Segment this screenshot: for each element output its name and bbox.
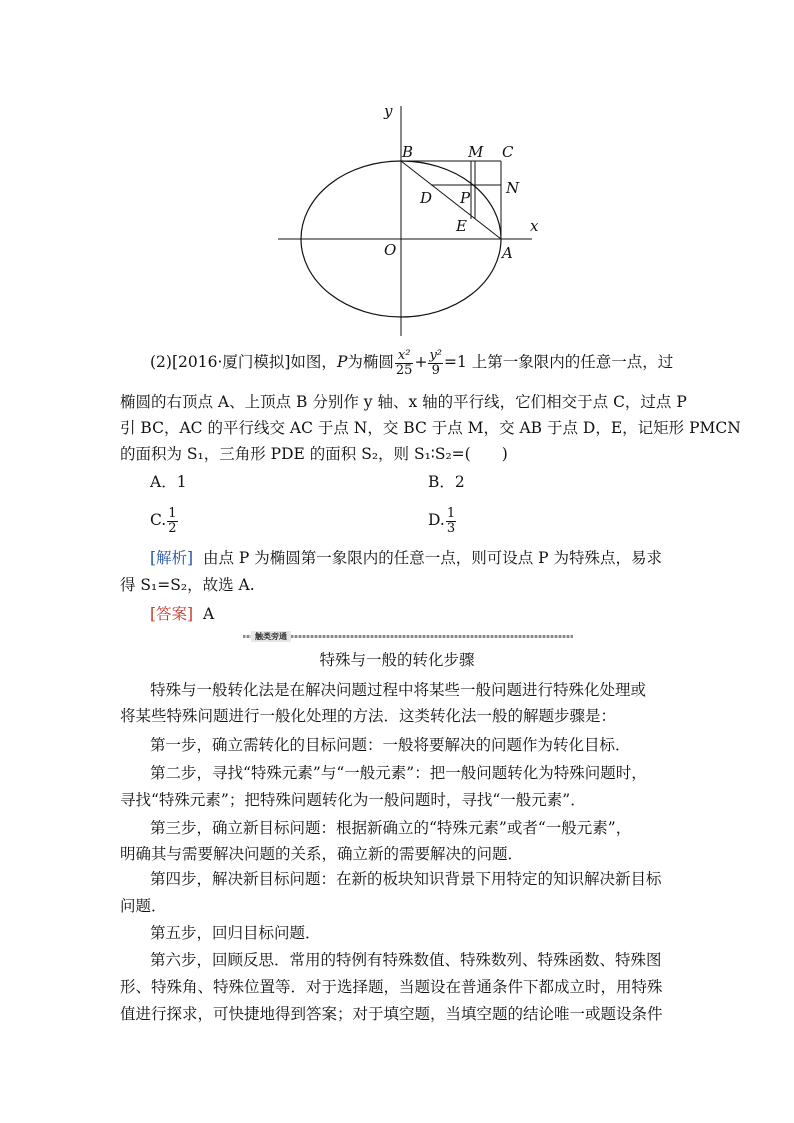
option-b: B．2 bbox=[428, 473, 465, 491]
section-line: 寻找“特殊元素”；把特殊问题转化为一般问题时，寻找“一般元素”． bbox=[120, 791, 586, 809]
label-d: D bbox=[420, 189, 433, 207]
point-p: P bbox=[336, 353, 348, 371]
section-line: 将某些特殊问题进行一般化处理的方法．这类转化法一般的解题步骤是： bbox=[120, 707, 617, 725]
label-x: x bbox=[530, 217, 539, 235]
section-line: 第二步，寻找“特殊元素”与“一般元素”：把一般问题转化为特殊问题时， bbox=[150, 764, 647, 782]
fraction-denominator: 3 bbox=[446, 520, 456, 536]
problem-line-3: 引 BC，AC 的平行线交 AC 于点 N，交 BC 于点 M，交 AB 于点 D，E，记矩形 PMCN bbox=[120, 419, 741, 437]
section-line: 特殊与一般转化法是在解决问题过程中将某些一般问题进行特殊化处理或 bbox=[150, 681, 647, 699]
label-c: C bbox=[502, 143, 514, 161]
section-line: 问题． bbox=[120, 897, 167, 915]
option-d-prefix: D. bbox=[428, 511, 445, 529]
equation-rest: =1 上第一象限内的任意一点，过 bbox=[444, 353, 674, 371]
fraction-numerator: 1 bbox=[168, 505, 177, 521]
label-p: P bbox=[460, 189, 471, 207]
problem-number: (2)[2016·厦门模拟]如图， bbox=[150, 353, 337, 371]
label-a: A bbox=[502, 244, 513, 262]
section-line: 第三步，确立新目标问题：根据新确立的“特殊元素”或者“一般元素”， bbox=[150, 819, 632, 837]
label-n: N bbox=[506, 179, 520, 197]
fraction-numerator: x² bbox=[395, 349, 414, 364]
section-line: 第四步，解决新目标问题：在新的板块知识背景下用特定的知识解决新目标 bbox=[150, 870, 662, 888]
section-line: 第六步，回顾反思．常用的特例有特殊数值、特殊数列、特殊函数、特殊图 bbox=[150, 951, 662, 969]
option-a: A．1 bbox=[150, 473, 187, 491]
option-c bbox=[150, 500, 179, 540]
option-c-prefix: C. bbox=[150, 511, 167, 529]
fraction-y2-9 bbox=[428, 349, 443, 378]
section-line: 形、特殊角、特殊位置等．对于选择题，当题设在普通条件下都成立时，用特殊 bbox=[120, 978, 663, 996]
label-o: O bbox=[384, 241, 397, 259]
solution-line-2: 得 S₁=S₂，故选 A. bbox=[120, 576, 255, 594]
section-line: 第五步，回归目标问题． bbox=[150, 924, 321, 942]
solution-text-1: 由点 P 为椭圆第一象限内的任意一点，则可设点 P 为特殊点，易求 bbox=[202, 549, 663, 567]
answer-tag: [答案] bbox=[150, 605, 194, 623]
section-line: 值进行探求，可快捷地得到答案；对于填空题，当填空题的结论唯一或题设条件 bbox=[120, 1005, 663, 1023]
plus-sign: + bbox=[414, 353, 428, 371]
section-title: 特殊与一般的转化步骤 bbox=[319, 651, 475, 669]
problem-line-4: 的面积为 S₁，三角形 PDE 的面积 S₂，则 S₁∶S₂=( ) bbox=[120, 445, 508, 463]
ellipse-figure bbox=[278, 100, 550, 338]
label-e: E bbox=[456, 217, 467, 235]
fraction-numerator: y² bbox=[429, 347, 442, 363]
option-d bbox=[428, 500, 457, 540]
section-line: 第一步，确立需转化的目标问题：一般将要解决的问题作为转化目标． bbox=[150, 736, 631, 754]
fraction-denominator: 9 bbox=[431, 362, 440, 378]
segment-ab bbox=[401, 161, 501, 239]
solution-line-1 bbox=[150, 548, 662, 568]
problem-line-2: 椭圆的右顶点 A、上顶点 B 分别作 y 轴、x 轴的平行线，它们相交于点 C，过点 P bbox=[120, 393, 687, 411]
option-d-fraction bbox=[446, 507, 456, 536]
ellipse-prefix: 为椭圆 bbox=[347, 353, 394, 371]
fraction-denominator: 25 bbox=[395, 362, 413, 378]
fraction-numerator: 1 bbox=[446, 505, 456, 521]
option-c-fraction bbox=[167, 507, 177, 536]
section-line: 明确其与需要解决问题的关系，确立新的需要解决的问题． bbox=[120, 845, 524, 863]
fraction-x2-25 bbox=[395, 349, 414, 378]
solution-tag: [解析] bbox=[150, 549, 194, 567]
label-y: y bbox=[384, 102, 393, 120]
banner-tag: 触类旁通 bbox=[251, 631, 291, 642]
label-b: B bbox=[402, 143, 414, 161]
problem-line-1 bbox=[150, 346, 673, 378]
section-banner bbox=[243, 631, 573, 642]
answer-value: A bbox=[202, 605, 215, 623]
fraction-denominator: 2 bbox=[168, 520, 177, 536]
banner-bar bbox=[243, 635, 573, 638]
label-m: M bbox=[468, 143, 484, 161]
answer-line bbox=[150, 604, 214, 624]
